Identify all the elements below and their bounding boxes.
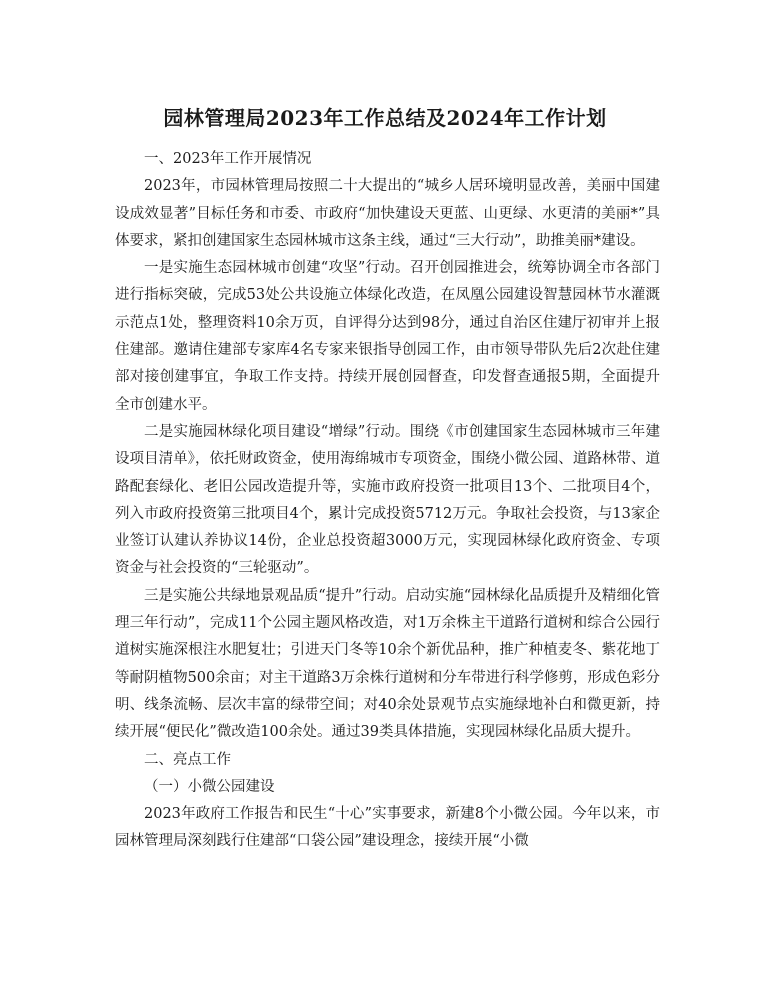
document-body — [115, 146, 660, 856]
intro-paragraph: 2023年，市园林管理局按照二十大提出的“城乡人居环境明显改善，美丽中国建设成效显著”目标任务和市委、市政府“加快建设天更蓝、山更绿、水更清的美丽*”具体要求，紧扣创建国家生态园林城市这条主线，通过“三大行动”，助推美丽*建设。 — [115, 178, 660, 249]
paragraph-ecological-city-campaign: 一是实施生态园林城市创建“攻坚”行动。召开创园推进会，统筹协调全市各部门进行指标突破，完成53处公共设施立体绿化改造，在凤凰公园建设智慧园林节水灌溉示范点1处，整理资料10余万页，自评得分达到98分，通过自治区住建厅初审并上报住建部。邀请住建部专家库4名专家来银指导创园工作，由市领导带队先后2次赴住建部对接创建事宜，争取工作支持。持续开展创园督查，印发督查通报5期，全面提升全市创建水平。 — [115, 260, 660, 413]
section-heading-work-status: 一、2023年工作开展情况 — [144, 151, 312, 167]
paragraph-green-space-quality-campaign: 三是实施公共绿地景观品质“提升”行动。启动实施“园林绿化品质提升及精细化管理三年行动”，完成11个公园主题风格改造，对1万余株主干道路行道树和综合公园行道树实施深根注水肥复壮；引进天门冬等10余个新优品种，推广种植麦冬、紫花地丁等耐阴植物500余亩；对主干道路3万余株行道树和分车带进行科学修剪，形成色彩分明、线条流畅、层次丰富的绿带空间；对40余处景观节点实施绿地补白和微更新，持续开展“便民化”微改造100余处。通过39类具体措施，实现园林绿化品质大提升。 — [115, 587, 660, 741]
subsection-heading-micro-parks: （一）小微公园建设 — [144, 778, 275, 795]
document-title: 园林管理局2023年工作总结及2024年工作计划 — [163, 106, 607, 130]
paragraph-greening-projects-campaign: 二是实施园林绿化项目建设“增绿”行动。围绕《市创建国家生态园林城市三年建设项目清单》，依托财政资金，使用海绵城市专项资金，围绕小微公园、道路林带、道路配套绿化、老旧公园改造提升等，实施市政府投资一批项目13个、二批项目4个，列入市政府投资第三批项目4个，累计完成投资5712万元。争取社会投资，与13家企业签订认建认养协议14份，企业总投资超3000万元，实现园林绿化政府资金、专项资金与社会投资的“三轮驱动”。 — [115, 423, 660, 577]
paragraph-micro-parks: 2023年政府工作报告和民生“十心”实事要求，新建8个小微公园。今年以来，市园林管理局深刻践行住建部“口袋公园”建设理念，接续开展“小微 — [115, 806, 660, 850]
section-heading-highlights: 二、亮点工作 — [144, 751, 231, 768]
